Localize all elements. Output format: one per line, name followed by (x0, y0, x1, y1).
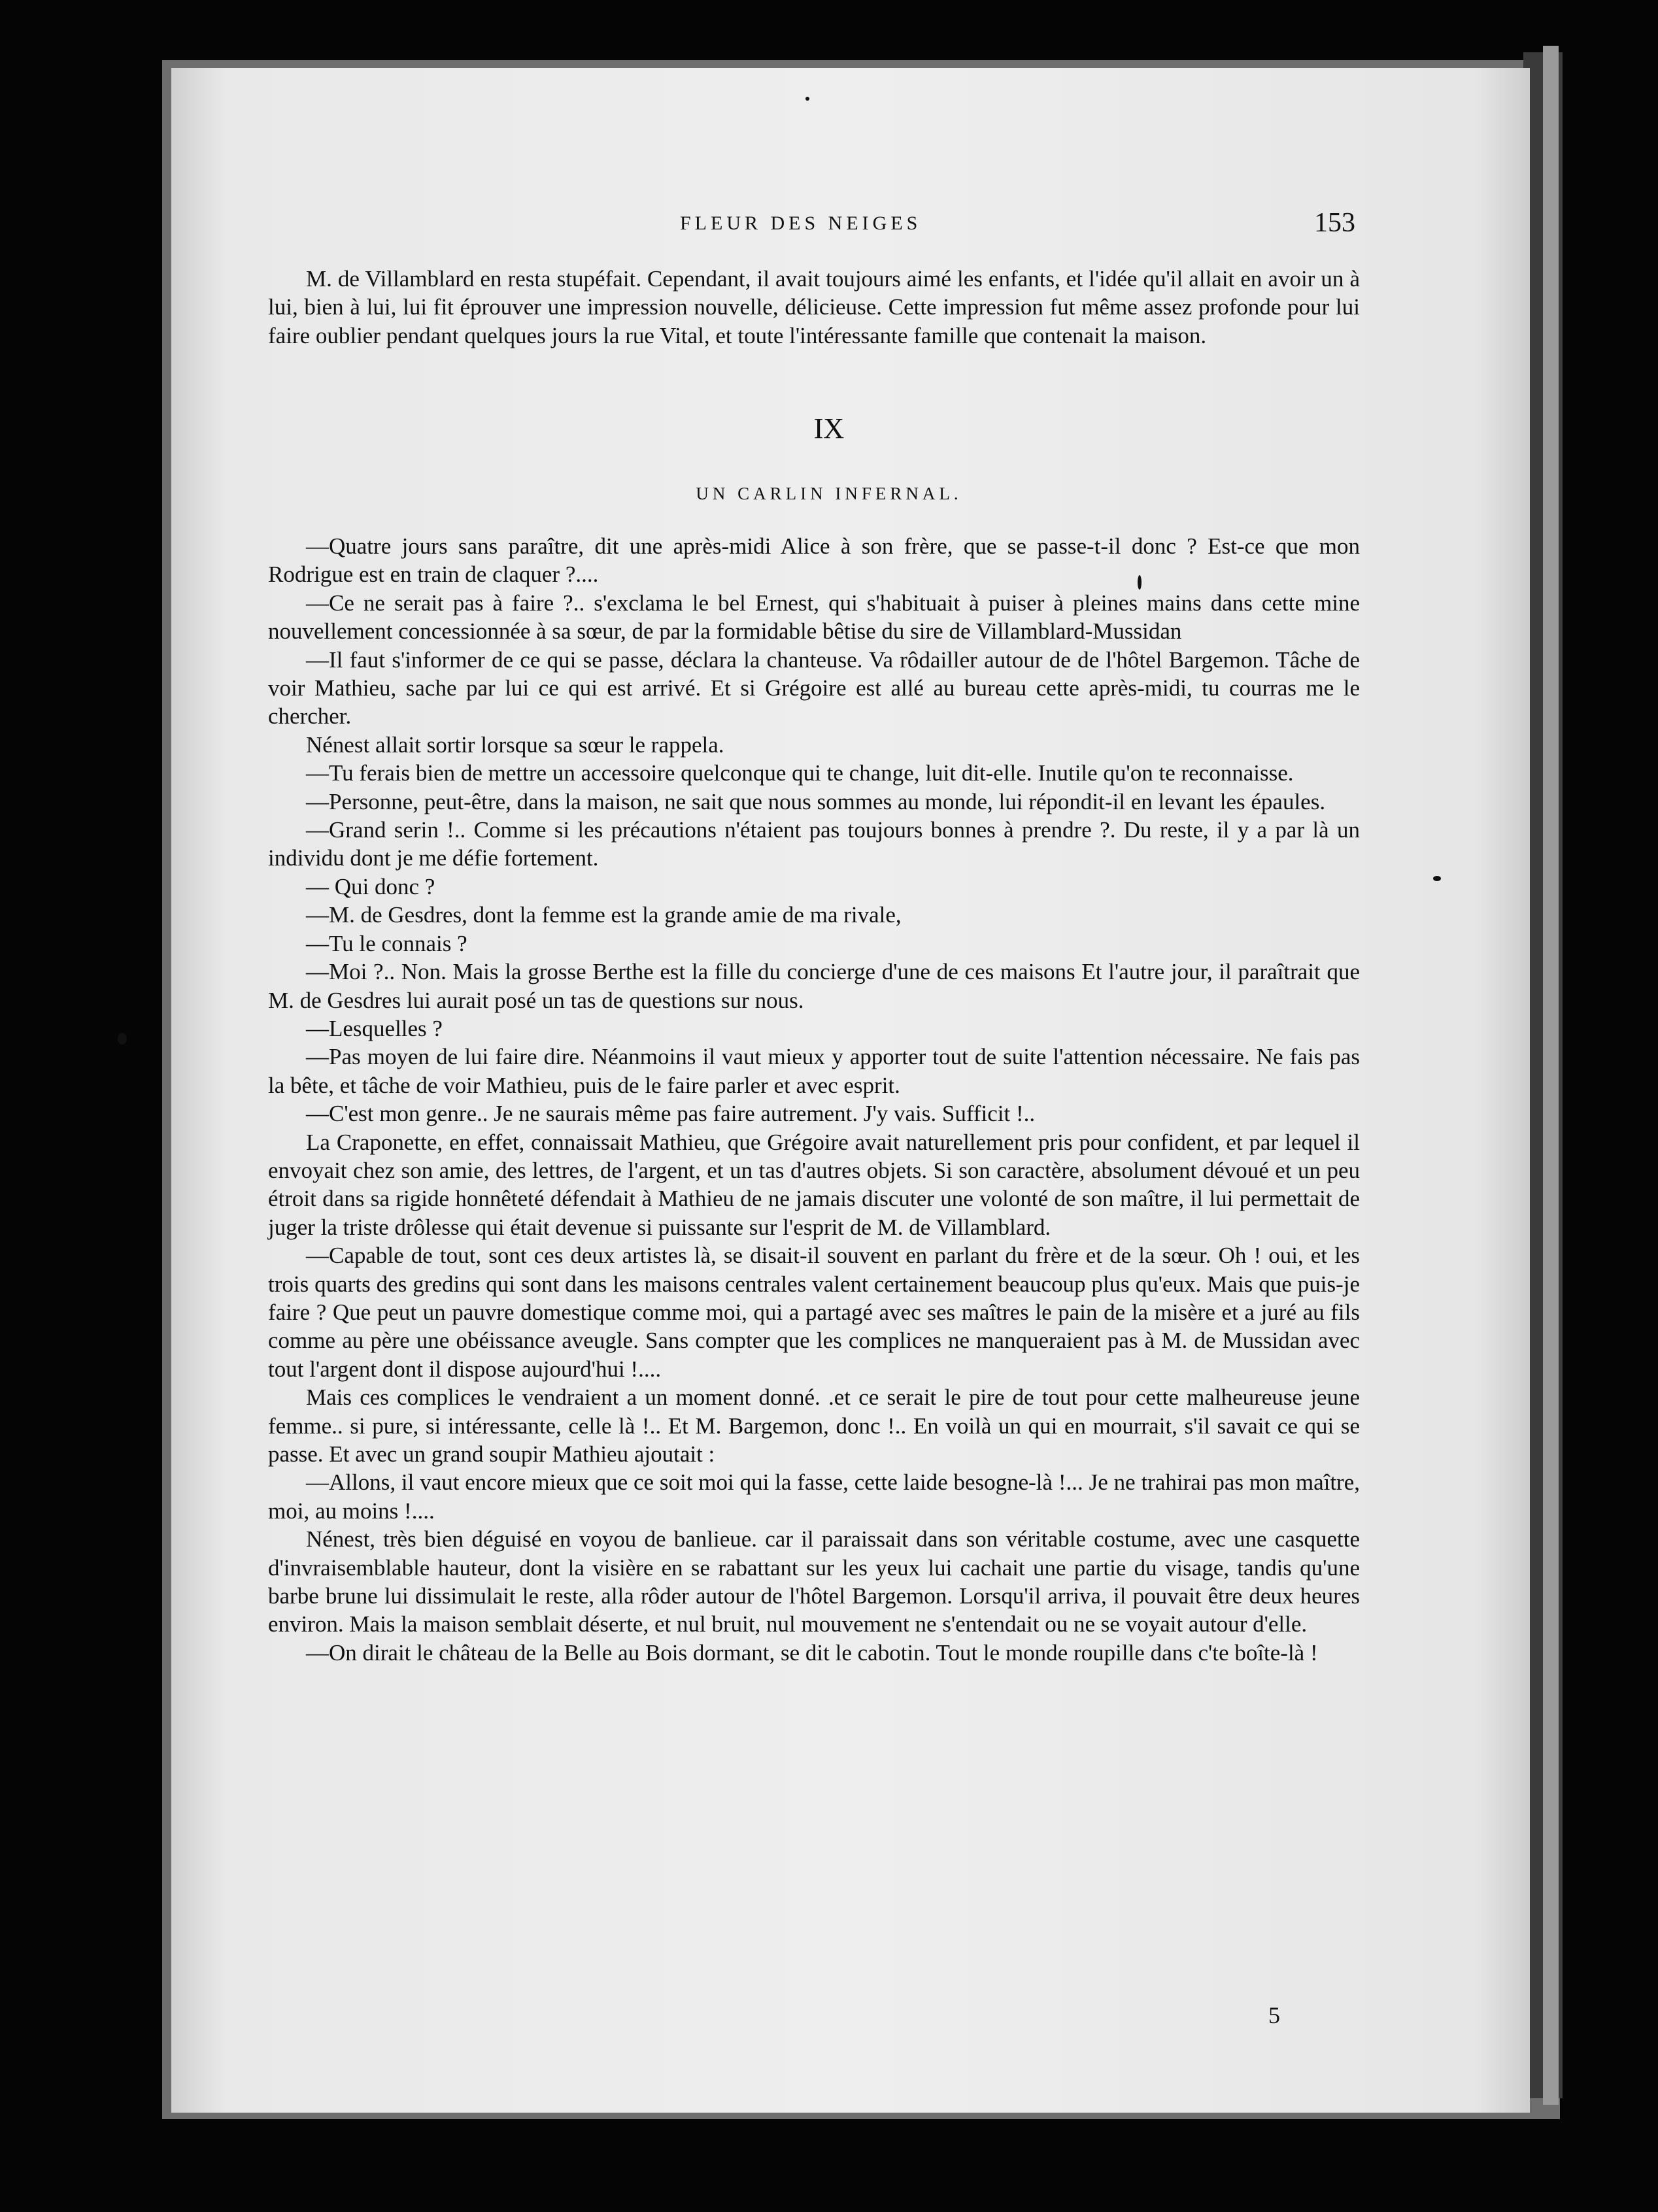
opening-text-block (268, 265, 1360, 350)
scan-speck (1138, 575, 1142, 590)
paragraph: —Tu ferais bien de mettre un accessoire quelconque qui te change, luit dit-elle. Inutile qu'on te reconnaisse. (306, 760, 1294, 786)
paragraph: —Personne, peut-être, dans la maison, ne sait que nous sommes au monde, lui répondit-il en levant les épaules. (306, 788, 1326, 814)
paragraph: —C'est mon genre.. Je ne saurais même pas faire autrement. J'y vais. Sufficit !.. (306, 1101, 1036, 1127)
scan-speck (118, 1033, 127, 1045)
paragraph: —Moi ?.. Non. Mais la grosse Berthe est la fille du concierge d'une de ces maisons Et l'autre jour, il paraîtrait que M. de Gesdres lui aurait posé un tas de questions sur nous. (268, 959, 1360, 1013)
paragraph: —Ce ne serait pas à faire ?.. s'exclama le bel Ernest, qui s'habituait à puiser à pleines mains dans cette mine nouvellement concessionnée à sa sœur, de par la formidable bêtise du sire de Villamblard-Mussidan (268, 590, 1360, 645)
paragraph: —Pas moyen de lui faire dire. Néanmoins il vaut mieux y apporter tout de suite l'attention nécessaire. Ne fais pas la bête, et tâche de voir Mathieu, puis de le faire parler et avec esprit. (268, 1044, 1360, 1098)
paragraph: —Capable de tout, sont ces deux artistes là, se disait-il souvent en parlant du frère et de la sœur. Oh ! oui, et les trois quarts des gredins qui sont dans les maisons centrales valent certainement beaucoup plus qu'eux. Mais que puis-je faire ? Que peut un pauvre domestique comme moi, qui a partagé avec ses maîtres le pain de la misère et a juré au fils comme au père une obéissance aveugle. Sans compter que les complices ne manqueraient pas à M. de Mussidan avec tout l'argent dont il dispose aujourd'hui !.... (268, 1243, 1360, 1382)
chapter-number: IX (813, 412, 845, 444)
paragraph: —Quatre jours sans paraître, dit une après-midi Alice à son frère, que se passe-t-il donc ? Est-ce que mon Rodrigue est en train de claquer ?.... (268, 533, 1360, 588)
scan-speck (1433, 876, 1441, 881)
paragraph: —On dirait le château de la Belle au Bois dormant, se dit le cabotin. Tout le monde roupille dans c'te boîte-là ! (306, 1639, 1318, 1666)
scan-speck (805, 97, 809, 101)
paragraph: —Grand serin !.. Comme si les précautions n'étaient pas toujours bonnes à prendre ?. Du reste, il y a par là un individu dont je me défie fortement. (268, 817, 1360, 871)
paragraph: —M. de Gesdres, dont la femme est la grande amie de ma rivale, (306, 902, 902, 928)
page-number: 153 (1314, 208, 1355, 238)
book-page-stack (1543, 46, 1559, 2105)
signature-mark: 5 (1268, 2002, 1280, 2028)
chapter-body (268, 532, 1360, 1667)
paragraph: La Craponette, en effet, connaissait Mathieu, que Grégoire avait naturellement pris pour confident, et par lequel il envoyait chez son amie, des lettres, de l'argent, et un tas d'autres objets. Si son caractère, absolument dévoué et un peu étroit dans sa rigide honnêteté défendait à Mathieu de ne jamais discuter une volonté de son maître, il lui permettait de juger la triste drôlesse qui était devenue si puissante sur l'esprit de M. de Villamblard. (268, 1129, 1360, 1240)
paragraph: —Tu le connais ? (306, 930, 467, 956)
paragraph: Nénest allait sortir lorsque sa sœur le rappela. (306, 731, 724, 758)
paragraph: —Lesquelles ? (306, 1015, 443, 1041)
paragraph: —Allons, il vaut encore mieux que ce soit moi qui la fasse, cette laide besogne-là !... Je ne trahirai pas mon maître, moi, au moins !.... (268, 1469, 1360, 1524)
paragraph: — Qui donc ? (306, 873, 435, 899)
paragraph: —Il faut s'informer de ce qui se passe, déclara la chanteuse. Va rôdailler autour de de l'hôtel Bargemon. Tâche de voir Mathieu, sache par lui ce qui est arrivé. Et si Grégoire est allé au bureau cette après-midi, tu courras me le chercher. (268, 646, 1360, 729)
running-title: FLEUR DES NEIGES (680, 212, 922, 234)
paragraph: Nénest, très bien déguisé en voyou de banlieue. car il paraissait dans son véritable costume, avec une casquette d'invraisemblable hauteur, dont la visière en se rabattant sur les yeux lui cachait une partie du visage, tandis qu'une barbe brune lui dissimulait le reste, alla rôder autour de l'hôtel Bargemon. Lorsqu'il arriva, il pouvait être deux heures environ. Mais la maison semblait déserte, et nul bruit, nul mouvement ne s'entendait ou ne se voyait autour d'elle. (268, 1526, 1360, 1637)
paragraph: Mais ces complices le vendraient a un moment donné. .et ce serait le pire de tout pour cette malheureuse jeune femme.. si pure, si intéressante, celle là !.. Et M. Bargemon, donc !.. En voilà un qui en mourrait, s'il savait ce qui se passe. Et avec un grand soupir Mathieu ajoutait : (268, 1384, 1360, 1467)
opening-paragraph: M. de Villamblard en resta stupéfait. Cependant, il avait toujours aimé les enfants, et l'idée qu'il allait en avoir un à lui, bien à lui, lui fit éprouver une impression nouvelle, délicieuse. Cette impression fut même assez profonde pour lui faire oublier pendant quelques jours la rue Vital, et toute l'intéressante famille que contenait la maison. (268, 266, 1360, 348)
running-header (0, 208, 1658, 252)
chapter-title: UN CARLIN INFERNAL. (696, 484, 962, 503)
